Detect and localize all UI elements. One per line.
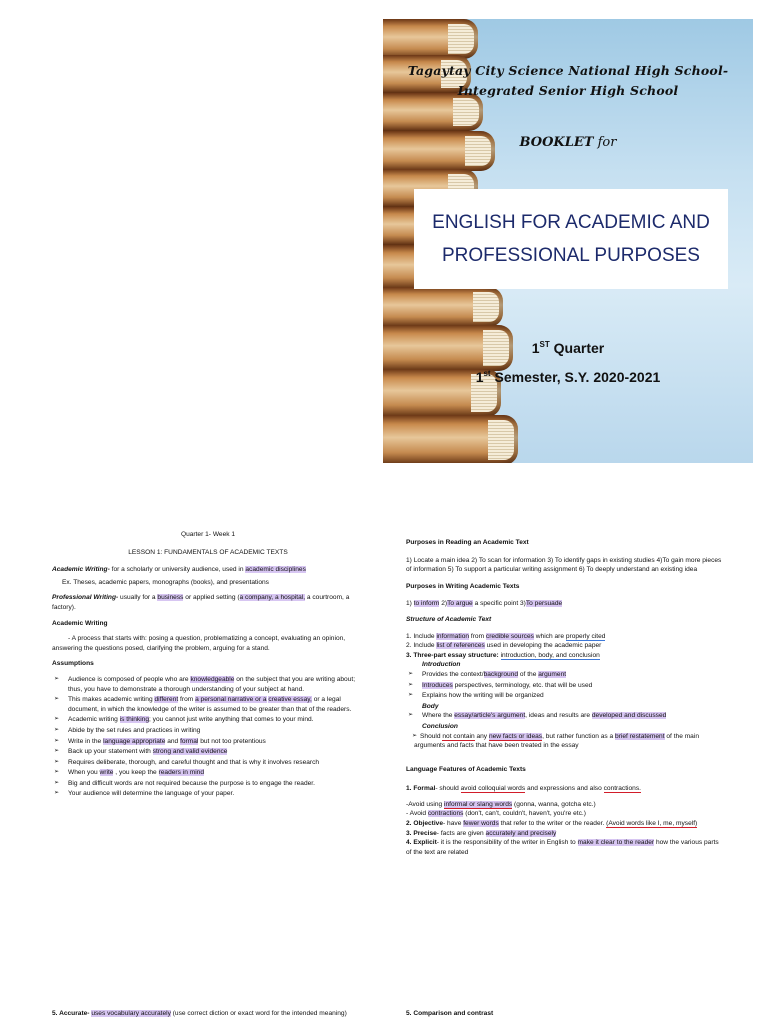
list-item	[52, 715, 364, 725]
booklet-for: for	[593, 135, 617, 150]
underline: introduction, body, and conclusion	[500, 651, 600, 659]
comparison-item: 5. Comparison and contrast	[406, 1010, 494, 1017]
purposes-writing-list	[406, 599, 724, 609]
text: (gonna, wanna, gotcha etc.)	[512, 800, 596, 808]
text: (don't, can't, couldn't, haven't, you're etc.)	[463, 810, 586, 818]
list-item: ➢ Big and difficult words are not required because the purpose is to engage the reader.	[52, 779, 364, 789]
school-line-1: Tagaytay City Science National High School-	[407, 63, 729, 78]
text: , ideas and results are	[525, 712, 592, 720]
text: ; you cannot just write anything that comes to your mind.	[149, 716, 314, 724]
academic-writing-heading: Academic Writing	[52, 619, 108, 627]
text: , you keep the	[113, 769, 159, 777]
text: a courtroom, a factory).	[52, 594, 350, 611]
text: which are	[533, 632, 566, 640]
purposes-writing-heading: Purposes in Writing Academic Texts	[406, 582, 520, 590]
highlight: fewer words	[463, 820, 499, 828]
text: - it is the responsibility of the writer in English to	[436, 839, 578, 847]
text: or applied setting (	[183, 594, 240, 602]
quarter-num: 1	[531, 340, 540, 356]
highlight: a personal narrative or a	[195, 696, 267, 704]
text: used in developing the academic paper	[484, 642, 602, 650]
book-spine-image	[383, 287, 503, 327]
right-page-bottom	[406, 1009, 724, 1024]
highlight: new facts or ideas	[488, 732, 543, 740]
highlight: accurately and precisely	[485, 829, 557, 837]
text: but not too pretentious	[198, 737, 266, 745]
structure-item-1	[406, 632, 724, 642]
text: Audience is composed of people who are	[68, 675, 191, 683]
text: 1. Formal	[406, 785, 436, 793]
highlight: argument	[538, 670, 567, 678]
list-item	[52, 675, 364, 694]
book-title: ENGLISH FOR ACADEMIC AND PROFESSIONAL PURPOSES	[432, 212, 710, 266]
text: 3. Three-part essay structure:	[406, 651, 501, 659]
text: Academic writing	[68, 716, 120, 724]
text: When you	[68, 769, 100, 777]
academic-writing-def	[52, 565, 364, 575]
text: 4. Explicit	[406, 839, 437, 847]
semester-num: 1	[475, 369, 484, 385]
underline: contractions.	[603, 785, 641, 793]
text: Should	[420, 732, 443, 740]
assumptions-heading: Assumptions	[52, 660, 94, 668]
highlight: is thinking	[119, 716, 149, 724]
list-item: ➢ Explains how the writing will be organized	[406, 691, 724, 701]
highlight: To argue	[447, 600, 473, 608]
semester-line	[383, 369, 753, 385]
list-item	[52, 695, 364, 714]
highlight: To persuade	[525, 600, 563, 608]
left-page-bottom	[52, 1009, 364, 1024]
structure-item-3	[406, 651, 724, 661]
text: - have	[443, 820, 464, 828]
language-features-heading: Language Features of Academic Texts	[406, 765, 526, 773]
text: any	[474, 732, 489, 740]
conclusion-label: Conclusion	[422, 722, 458, 730]
feature-formal-a	[406, 800, 724, 810]
semester-text: Semester, S.Y. 2020-2021	[490, 369, 661, 385]
book-spine-image	[383, 415, 518, 463]
highlight: a company, a hospital,	[239, 594, 306, 602]
text: of the main arguments and facts that have been treated in the essay	[414, 732, 699, 750]
introduction-list	[406, 670, 724, 701]
highlight: language appropriate	[103, 737, 166, 745]
text: 2. Objective	[406, 820, 444, 828]
feature-precise	[406, 829, 724, 839]
text: perspectives, terminology, etc. that will be used	[452, 681, 593, 689]
text: 1. Include	[406, 632, 437, 640]
text: that refer to the writer or the reader.	[498, 820, 607, 828]
highlight: make it clear to the reader	[577, 839, 655, 847]
feature-objective	[406, 819, 724, 829]
text: for a scholarly or university audience, used in	[109, 566, 246, 574]
highlight: readers in mind	[158, 769, 204, 777]
text: (use correct diction or exact word for the intended meaning)	[170, 1010, 347, 1017]
quarter-text: Quarter	[549, 340, 605, 356]
highlight: business	[157, 594, 184, 602]
highlight: background	[483, 670, 519, 678]
text: Write in the	[68, 737, 104, 745]
right-page	[406, 538, 724, 857]
school-line-2: Integrated Senior High School	[457, 83, 679, 98]
highlight: different	[154, 696, 179, 704]
purposes-reading-list: 1) Locate a main idea 2) To scan for information 3) To identify gaps in existing studies 4)To gain more pieces of information 5) To support a particular writing assignment 6) To deeply understand an existing idea	[406, 556, 722, 574]
week-heading: Quarter 1- Week 1	[180, 531, 236, 538]
underline: avoid colloquial words	[460, 785, 526, 793]
text: This makes academic writing	[68, 696, 155, 704]
body-list	[406, 711, 724, 721]
text: 5. Accurate-	[52, 1010, 92, 1017]
text: usually for a	[118, 594, 158, 602]
list-item: ➢ Your audience will determine the language of your paper.	[52, 789, 364, 799]
highlight: list of references	[436, 642, 485, 650]
text: on the subject that you are writing about; thus, you have to demonstrate a thorough understanding of your subject at hand.	[68, 675, 356, 693]
text: Where the	[422, 712, 455, 720]
assumptions-list	[52, 675, 364, 799]
title-box	[414, 189, 728, 289]
left-page	[52, 530, 364, 800]
highlight: contractions	[427, 810, 464, 818]
highlight: credible sources	[485, 632, 534, 640]
accurate-item	[52, 1009, 364, 1019]
highlight: essay/article's argument	[454, 712, 526, 720]
list-item: ➢ Requires deliberate, thorough, and careful thought and that is why it involves research	[52, 758, 364, 768]
term: Academic Writing-	[52, 566, 110, 574]
text: 1)	[406, 600, 414, 608]
highlight: brief restatement	[615, 732, 665, 740]
academic-writing-examples: Ex. Theses, academic papers, monographs (books), and presentations	[62, 578, 269, 586]
academic-writing-process: - A process that starts with: posing a question, problematizing a concept, evaluating an opinion, answering the questions posed, clarifying the problem, arguing for a stand.	[52, 635, 346, 652]
booklet-label	[383, 135, 753, 150]
structure-item-2	[406, 641, 724, 651]
text: -Avoid using	[406, 800, 444, 808]
highlight: write	[99, 769, 114, 777]
text: from	[469, 632, 486, 640]
text: and expressions and also	[525, 785, 604, 793]
list-item	[406, 670, 724, 680]
list-item	[406, 711, 724, 721]
text: Back up your statement with	[68, 748, 153, 756]
text: - facts are given	[436, 829, 486, 837]
text: or a legal document, in which the knowledge of the writer is assumed to be greater than that of the readers.	[68, 696, 352, 713]
highlight: creative essay,	[268, 696, 312, 704]
text: 3. Precise	[406, 829, 437, 837]
quarter-sup: ST	[539, 340, 550, 349]
booklet-cover	[383, 19, 753, 463]
list-item	[52, 737, 364, 747]
feature-explicit	[406, 838, 724, 857]
text: a specific point 3)	[472, 600, 526, 608]
underline: (Avoid words like I, me, myself)	[606, 820, 698, 828]
highlight: Introduces	[422, 681, 453, 689]
highlight: strong and valid evidence	[152, 748, 228, 756]
highlight: to inform	[413, 600, 440, 608]
highlight: developed and discussed	[591, 712, 667, 720]
list-item	[404, 732, 724, 751]
highlight: knowledgeable	[190, 675, 235, 683]
purposes-reading-heading: Purposes in Reading an Academic Text	[406, 539, 529, 546]
list-item: ➢ Abide by the set rules and practices in writing	[52, 726, 364, 736]
school-name	[383, 61, 753, 101]
highlight: uses vocabulary accurately	[91, 1010, 171, 1017]
text: 2. Include	[406, 642, 437, 650]
introduction-label: Introduction	[422, 661, 461, 669]
professional-writing-def	[52, 593, 364, 612]
text: Provides the context/	[422, 670, 484, 678]
text: from	[178, 696, 196, 704]
feature-formal-b	[406, 809, 724, 819]
structure-heading: Structure of Academic Text	[406, 615, 492, 623]
feature-formal	[406, 784, 724, 794]
underline: properly cited	[565, 632, 606, 640]
underline: not contain	[442, 732, 475, 740]
highlight: informal or slang words	[444, 800, 513, 808]
text: and	[165, 737, 181, 745]
lesson-heading: LESSON 1: FUNDAMENTALS OF ACADEMIC TEXTS	[128, 548, 288, 556]
highlight: formal	[180, 737, 199, 745]
conclusion-list	[406, 732, 724, 751]
text: 2)	[439, 600, 448, 608]
list-item	[52, 747, 364, 757]
booklet-word: BOOKLET	[519, 135, 594, 150]
text: of the	[518, 670, 539, 678]
term: Professional Writing-	[52, 594, 119, 602]
text: how the various parts of the text are related	[406, 839, 719, 856]
semester-sup: st	[483, 369, 491, 378]
text: - Avoid	[406, 810, 428, 818]
highlight: information	[436, 632, 470, 640]
body-label: Body	[422, 702, 439, 710]
book-spine-image	[383, 19, 478, 59]
text: - should	[435, 785, 461, 793]
list-item	[52, 768, 364, 778]
quarter-line	[383, 340, 753, 356]
highlight: academic disciplines	[245, 566, 306, 574]
text: , but rather function as a	[542, 732, 616, 740]
list-item	[406, 681, 724, 691]
